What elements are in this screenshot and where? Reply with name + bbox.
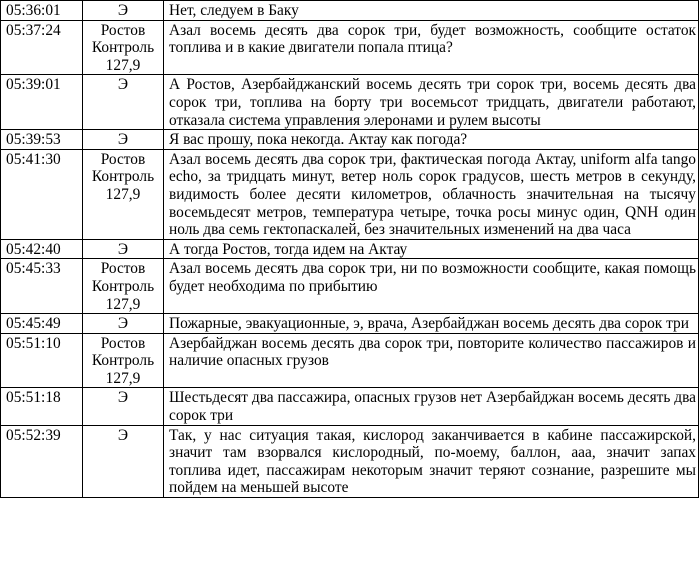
speaker-cell [83, 388, 164, 425]
speaker-line: Э [117, 76, 129, 94]
speaker-cell [83, 20, 164, 75]
speaker-line: Контроль [91, 168, 155, 186]
speaker-cell [83, 75, 164, 130]
time-cell: 05:42:40 [1, 239, 83, 259]
speaker-line: Ростов [100, 21, 146, 39]
message-cell: Азал восемь десять два сорок три, будет возможность, сообщите остаток топлива и в какие двигатели попала птица? [164, 20, 699, 75]
speaker-cell [83, 425, 164, 497]
transcript-row [1, 333, 699, 388]
message-cell: Азал восемь десять два сорок три, фактическая погода Актау, uniform alfa tango echo, за тридцать минут, ветер ноль сорок градусов, шесть метров в секунду, видимость более десяти километров, облачность значительная на тысячу восемьдесят метров, температура четыре, точка росы минус один, QNH один ноль два семь гектопаскалей, без значительных изменений на два часа [164, 149, 699, 239]
speaker-cell [83, 314, 164, 334]
time-cell: 05:39:01 [1, 75, 83, 130]
speaker-line: 127,9 [105, 369, 141, 387]
transcript-row [1, 130, 699, 150]
speaker-line: 127,9 [105, 185, 141, 203]
speaker-line: Ростов [100, 260, 146, 278]
message-cell: Так, у нас ситуация такая, кислород заканчивается в кабине пассажирской, значит там взорвался кислородный, по-моему, баллон, ааа, значит запах топлива идет, пассажирам некоторым значит теряют сознание, разрешите мы пойдем на меньшей высоте [164, 425, 699, 497]
time-cell: 05:51:10 [1, 333, 83, 388]
transcript-row [1, 149, 699, 239]
message-cell: Азербайджан восемь десять два сорок три, повторите количество пассажиров и наличие опасных грузов [164, 333, 699, 388]
speaker-line: Э [117, 2, 129, 19]
message-cell: А тогда Ростов, тогда идем на Актау [164, 239, 699, 259]
transcript-row [1, 425, 699, 497]
time-cell: 05:39:53 [1, 130, 83, 150]
transcript-row [1, 239, 699, 259]
time-cell: 05:41:30 [1, 149, 83, 239]
message-cell: Я вас прошу, пока некогда. Актау как погода? [164, 130, 699, 150]
transcript-body [1, 1, 699, 498]
message-cell: А Ростов, Азербайджанский восемь десять три сорок три, восемь десять два сорок три, топлива на борту три восемьсот тридцать, двигатели работают, отказала система управления элеронами и рулем высоты [164, 75, 699, 130]
time-cell: 05:37:24 [1, 20, 83, 75]
speaker-line: Контроль [91, 39, 155, 57]
transcript-row [1, 75, 699, 130]
speaker-line: Ростов [100, 150, 146, 168]
speaker-cell [83, 239, 164, 259]
transcript-row [1, 388, 699, 425]
time-cell: 05:51:18 [1, 388, 83, 425]
message-cell: Пожарные, эвакуационные, э, врача, Азербайджан восемь десять два сорок три [164, 314, 699, 334]
speaker-line: Э [117, 240, 129, 258]
transcript-row [1, 314, 699, 334]
transcript-row [1, 20, 699, 75]
speaker-cell [83, 259, 164, 314]
speaker-line: Э [117, 426, 129, 444]
speaker-cell [83, 149, 164, 239]
speaker-line: Э [117, 315, 129, 333]
message-cell: Шестьдесят два пассажира, опасных грузов нет Азербайджан восемь десять два сорок три [164, 388, 699, 425]
speaker-line: Э [117, 389, 129, 407]
speaker-line: Э [117, 131, 129, 149]
speaker-cell [83, 333, 164, 388]
speaker-line: Ростов [100, 334, 146, 352]
message-cell: Нет, следуем в Баку [164, 1, 699, 21]
speaker-line: Контроль [91, 352, 155, 370]
time-cell: 05:52:39 [1, 425, 83, 497]
time-cell: 05:45:33 [1, 259, 83, 314]
time-cell: 05:36:01 [1, 1, 83, 21]
speaker-line: Контроль [91, 277, 155, 295]
speaker-line: 127,9 [105, 56, 141, 74]
transcript-row [1, 1, 699, 21]
speaker-cell [83, 130, 164, 150]
speaker-line: 127,9 [105, 295, 141, 313]
time-cell: 05:45:49 [1, 314, 83, 334]
message-cell: Азал восемь десять два сорок три, ни по возможности сообщите, какая помощь будет необходима по прибытию [164, 259, 699, 314]
speaker-cell [83, 1, 164, 21]
transcript-row [1, 259, 699, 314]
